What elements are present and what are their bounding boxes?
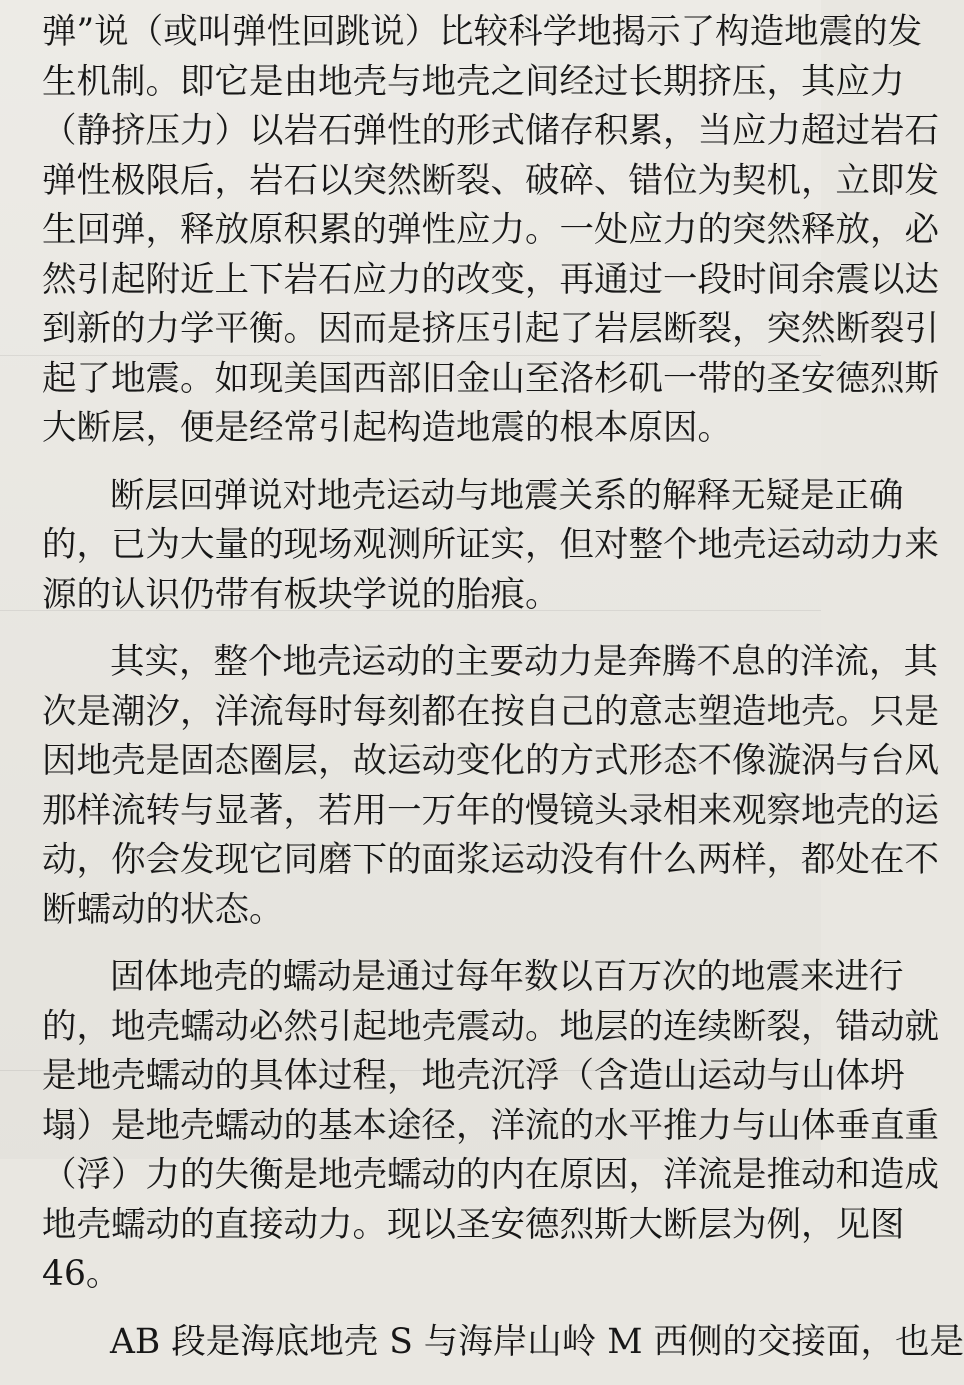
text-line: AB 段是海底地壳 S 与海岸山岭 M 西侧的交接面，也是 <box>110 1321 964 1362</box>
paragraph-3 <box>42 638 939 935</box>
text-line: 弹”说（或叫弹性回跳说）比较科学地揭示了构造地震的发 <box>42 12 923 52</box>
text-line: 因地壳是固态圈层，故运动变化的方式形态不像漩涡与台风 <box>42 741 939 781</box>
text-line: 源的认识仍带有板块学说的胎痕。 <box>42 574 560 615</box>
text-line: 生机制。即它是由地壳与地壳之间经过长期挤压，其应力 <box>42 61 905 102</box>
text-line: 固体地壳的蠕动是通过每年数以百万次的地震来进行 <box>110 957 904 997</box>
paragraph-1 <box>42 8 939 454</box>
text-line: 大断层，便是经常引起构造地震的根本原因。 <box>42 408 732 448</box>
text-line: 是地壳蠕动的具体过程，地壳沉浮（含造山运动与山体坍 <box>42 1056 905 1096</box>
text-line: 地壳蠕动的直接动力。现以圣安德烈斯大断层为例，见图 <box>42 1204 905 1245</box>
paragraph-5 <box>42 1318 964 1368</box>
text-line: 塌）是地壳蠕动的基本途径，洋流的水平推力与山体垂直重 <box>42 1105 939 1146</box>
text-line: 到新的力学平衡。因而是挤压引起了岩层断裂，突然断裂引 <box>42 309 939 349</box>
body-text <box>42 8 964 1385</box>
text-line: 弹性极限后，岩石以突然断裂、破碎、错位为契机，立即发 <box>42 160 939 201</box>
text-line: 生回弹，释放原积累的弹性应力。一处应力的突然释放，必 <box>42 210 939 250</box>
text-line: 起了地震。如现美国西部旧金山至洛杉矶一带的圣安德烈斯 <box>42 358 939 399</box>
text-line: 其实，整个地壳运动的主要动力是奔腾不息的洋流，其 <box>110 642 938 682</box>
paragraph-2 <box>42 472 939 621</box>
text-line: 然引起附近上下岩石应力的改变，再通过一段时间余震以达 <box>42 259 939 300</box>
text-line: 次是潮汐，洋流每时每刻都在按自己的意志塑造地壳。只是 <box>42 691 939 732</box>
text-line: 断蠕动的状态。 <box>42 889 284 930</box>
text-line: 46。 <box>42 1254 121 1294</box>
text-line: （浮）力的失衡是地壳蠕动的内在原因，洋流是推动和造成 <box>42 1155 939 1195</box>
text-line: （静挤压力）以岩石弹性的形式储存积累，当应力超过岩石 <box>42 111 939 151</box>
text-line: 那样流转与显著，若用一万年的慢镜头录相来观察地壳的运 <box>42 790 939 831</box>
text-line: 的，地壳蠕动必然引起地壳震动。地层的连续断裂，错动就 <box>42 1006 939 1047</box>
paragraph-4 <box>42 953 939 1300</box>
text-line: 动，你会发现它同磨下的面浆运动没有什么两样，都处在不 <box>42 840 939 880</box>
text-line: 的，已为大量的现场观测所证实，但对整个地壳运动动力来 <box>42 525 939 565</box>
text-line: 断层回弹说对地壳运动与地震关系的解释无疑是正确 <box>110 475 904 516</box>
